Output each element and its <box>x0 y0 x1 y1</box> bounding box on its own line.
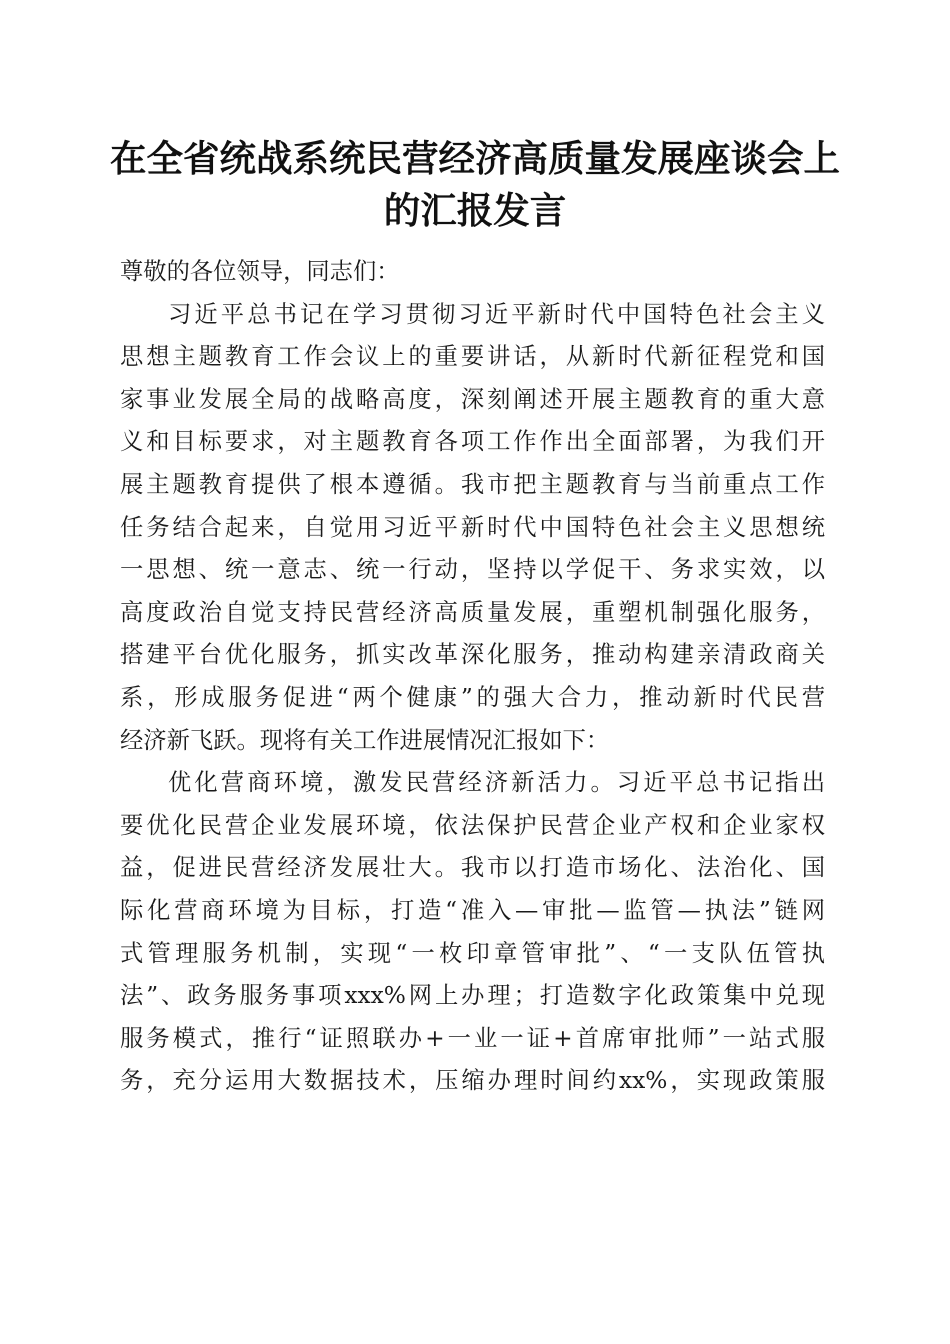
paragraph-line: 际化营商环境为目标，打造“准入—审批—监管—执法”链网 <box>120 896 825 924</box>
paragraph-line: 一思想、统一意志、统一行动，坚持以学促干、务求实效，以 <box>120 556 825 584</box>
paragraph-line: 优化营商环境，激发民营经济新活力。习近平总书记指出 <box>168 769 825 797</box>
document-body <box>120 251 825 1103</box>
title-line: 在全省统战系统民营经济高质量发展座谈会上 <box>110 137 840 180</box>
paragraph-line: 习近平总书记在学习贯彻习近平新时代中国特色社会主义 <box>168 300 825 328</box>
title-line: 的汇报发言 <box>383 189 567 232</box>
paragraph-line: 经济新飞跃。现将有关工作进展情况汇报如下： <box>120 726 610 754</box>
paragraph-line: 法”、政务服务事项xxx%网上办理；打造数字化政策集中兑现 <box>120 982 825 1010</box>
paragraph-line: 式管理服务机制，实现“一枚印章管审批”、“一支队伍管执 <box>120 939 825 967</box>
salutation: 尊敬的各位领导，同志们： <box>120 258 400 285</box>
paragraph-line: 高度政治自觉支持民营经济高质量发展，重塑机制强化服务， <box>120 598 825 626</box>
paragraph-business-environment <box>120 762 825 1103</box>
paragraph-line: 展主题教育提供了根本遵循。我市把主题教育与当前重点工作 <box>120 470 825 498</box>
paragraph-line: 务，充分运用大数据技术，压缩办理时间约xx%，实现政策服 <box>120 1067 825 1095</box>
document-title <box>100 133 850 237</box>
paragraph-line: 要优化民营企业发展环境，依法保护民营企业产权和企业家权 <box>120 811 825 839</box>
paragraph-line: 任务结合起来，自觉用习近平新时代中国特色社会主义思想统 <box>120 513 825 541</box>
paragraph-line: 系，形成服务促进“两个健康”的强大合力，推动新时代民营 <box>120 683 825 711</box>
paragraph-line: 服务模式，推行“证照联办+一业一证+首席审批师”一站式服 <box>120 1024 825 1052</box>
paragraph-line: 义和目标要求，对主题教育各项工作作出全面部署，为我们开 <box>120 428 825 456</box>
paragraph-line: 家事业发展全局的战略高度，深刻阐述开展主题教育的重大意 <box>120 385 825 413</box>
paragraph-line: 搭建平台优化服务，抓实改革深化服务，推动构建亲清政商关 <box>120 641 825 669</box>
paragraph-intro <box>120 294 825 763</box>
paragraph-line: 思想主题教育工作会议上的重要讲话，从新时代新征程党和国 <box>120 343 825 371</box>
paragraph-line: 益，促进民营经济发展壮大。我市以打造市场化、法治化、国 <box>120 854 825 882</box>
